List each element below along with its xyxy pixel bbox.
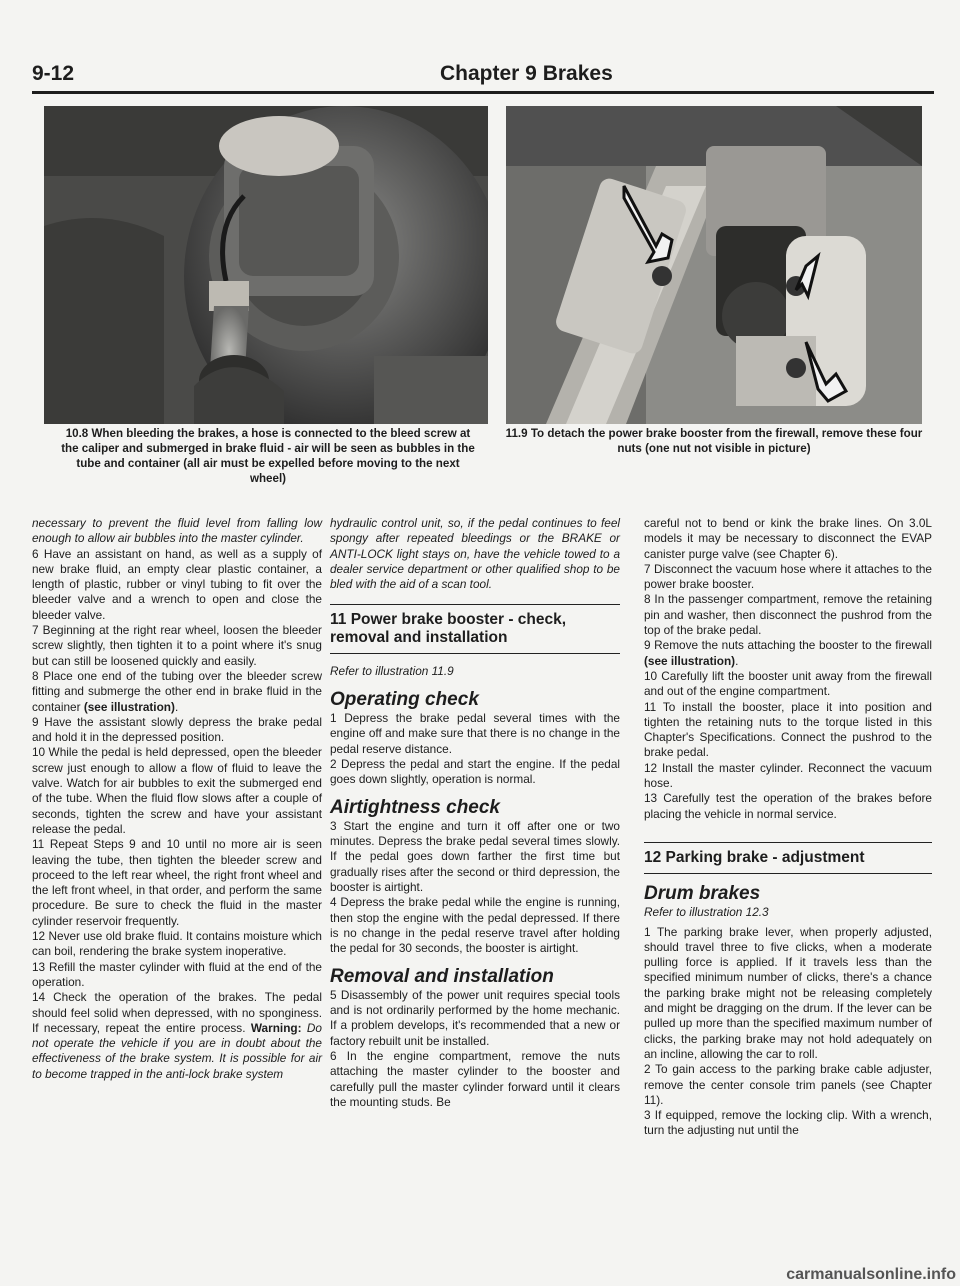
header-rule (32, 91, 934, 94)
paragraph: 13 Refill the master cylinder with fluid at the end of the operation. (32, 959, 322, 989)
figure-caption-10-8: 10.8 When bleeding the brakes, a hose is connected to the bleed screw at the caliper and submerged in brake fluid - air will be seen as bubbles in the tube and container (all air must be expelled before moving to the next wheel) (61, 427, 475, 485)
paragraph-text: 8 Place one end of the tubing over the bleeder screw fitting and submerge the other end in brake fluid in the container (32, 668, 322, 714)
paragraph-text: . (174, 699, 179, 714)
paragraph: 7 Beginning at the right rear wheel, loosen the bleeder screw slightly, then tighten it to a point where it's snug but can still be loosened quickly and easily. (32, 623, 322, 668)
subheading-airtightness-check: Airtightness check (330, 796, 500, 818)
warning-text: Do not operate the vehicle if you are in doubt about the effectiveness of the brake system. It is possible for air to become trapped in the anti-lock brake system (32, 1020, 322, 1081)
paragraph: 12 Install the master cylinder. Reconnect the vacuum hose. (644, 760, 932, 791)
paragraph (32, 990, 322, 1082)
paragraph (644, 638, 932, 669)
paragraph-text: 14 Check the operation of the brakes. The pedal should feel solid when depressed, with no sponginess. If necessary, repeat the entire process. (32, 990, 322, 1035)
paragraph: 10 Carefully lift the booster unit away from the firewall and out of the engine compartment. (644, 668, 932, 699)
paragraph: 2 Depress the pedal and start the engine. If the pedal goes down slightly, operation is normal. (330, 756, 620, 787)
paragraph: 6 Have an assistant on hand, as well as a supply of new brake fluid, an empty clear plastic container, a length of plastic, rubber or vinyl tubing to fit over the bleeder valve and a wrench to open and close the bleeder valve. (32, 546, 322, 622)
paragraph: 10 While the pedal is held depressed, open the bleeder screw just enough to allow a flow of fluid to leave the valve. Watch for air bubbles to exit the submerged end of the tube. When the fluid flow slows after a couple of seconds, tighten the screw and have your assistant release the pedal. (32, 745, 322, 836)
illustration-reference: Refer to illustration 12.3 (644, 905, 769, 920)
paragraph: 3 Start the engine and turn it off after one or two minutes. Depress the brake pedal several times slowly. If the pedal goes down farther the first time but gradually rises after the second or third depression, the booster is airtight. (330, 818, 620, 895)
text-column-3 (644, 516, 932, 1139)
illustration-ref: (see illustration) (83, 699, 175, 714)
subheading-drum-brakes: Drum brakes (644, 882, 761, 904)
photo-brake-bleeding (44, 106, 488, 424)
warning-label: Warning: (250, 1020, 302, 1035)
page-number: 9-12 (32, 62, 75, 85)
figure-caption-11-9: 11.9 To detach the power brake booster from the firewall, remove these four nuts (one nut not visible in picture) (505, 427, 923, 455)
subheading-operating-check: Operating check (330, 688, 479, 710)
photo-booster-nuts (506, 106, 922, 424)
paragraph: 11 To install the booster, place it into position and tighten the retaining nuts to the torque listed in this Chapter's Specifications. Connect the pushrod to the brake pedal. (644, 699, 932, 760)
paragraph: 1 Depress the brake pedal several times with the engine off and make sure that there is no change in the pedal reserve distance. (330, 711, 620, 756)
watermark-text: carmanualsonline.info (786, 1266, 956, 1283)
paragraph: careful not to bend or kink the brake lines. On 3.0L models it may be necessary to disconnect the EVAP canister purge valve (see Chapter 6). (644, 516, 932, 561)
page-header (32, 62, 932, 88)
paragraph: 12 Never use old brake fluid. It contains moisture which can boil, rendering the brake system inoperative. (32, 929, 322, 959)
text-column-1 (32, 516, 322, 1082)
paragraph: 7 Disconnect the vacuum hose where it attaches to the power brake booster. (644, 561, 932, 592)
paragraph: 2 To gain access to the parking brake cable adjuster, remove the center console trim panels (see Chapter 11). (644, 1062, 932, 1107)
paragraph: hydraulic control unit, so, if the pedal continues to feel spongy after repeated bleedings or the BRAKE or ANTI-LOCK light stays on, have the vehicle towed to a dealer service department or other qualified shop to be bled with the aid of a scan tool. (330, 516, 620, 592)
paragraph-text: 9 Remove the nuts attaching the booster to the firewall (644, 638, 932, 653)
section-heading-11: 11 Power brake booster - check, removal and installation (330, 604, 620, 654)
paragraph: 9 Have the assistant slowly depress the brake pedal and hold it in the depressed position. (32, 714, 322, 745)
paragraph: necessary to prevent the fluid level from falling low enough to allow air bubbles into the master cylinder. (32, 516, 322, 546)
subheading-removal-installation: Removal and installation (330, 965, 554, 987)
paragraph: 4 Depress the brake pedal while the engine is running, then stop the engine with the pedal depressed. If there is no change in the pedal reserve travel after holding the pedal for 30 seconds, the booster is airtight. (330, 895, 620, 956)
paragraph: 11 Repeat Steps 9 and 10 until no more air is seen leaving the tube, then tighten the bleeder screw and proceed to the left rear wheel, the right front wheel and the left front wheel, in that order, and perform the same procedure. Be sure to check the fluid in the master cylinder reservoir frequently. (32, 837, 322, 928)
text-column-2 (330, 516, 620, 1110)
illustration-ref: (see illustration) (644, 653, 736, 668)
paragraph: 13 Carefully test the operation of the brakes before placing the vehicle in normal service. (644, 791, 932, 821)
paragraph: 5 Disassembly of the power unit requires special tools and is not ordinarily performed by the home mechanic. If a problem develops, it's recommended that a new or factory rebuilt unit be installed. (330, 987, 620, 1048)
illustration-reference: Refer to illustration 11.9 (330, 664, 454, 679)
paragraph (32, 669, 322, 715)
paragraph-text: . (735, 653, 739, 668)
paragraph: 3 If equipped, remove the locking clip. With a wrench, turn the adjusting nut until the (644, 1108, 932, 1138)
paragraph: 8 In the passenger compartment, remove the retaining pin and washer, then disconnect the pushrod from the top of the brake pedal. (644, 592, 932, 638)
chapter-title: Chapter 9 Brakes (440, 62, 613, 85)
paragraph: 6 In the engine compartment, remove the nuts attaching the master cylinder to the booster and carefully pull the master cylinder forward until it clears the mounting studs. Be (330, 1049, 620, 1109)
section-heading-12: 12 Parking brake - adjustment (644, 842, 932, 874)
paragraph: 1 The parking brake lever, when properly adjusted, should travel three to five clicks, when a moderate pulling force is applied. If it travels less than the specified minimum number of clicks, there's a chance the parking brake might not be releasing completely and might be dragging on the drum. If the lever can be pulled up more than the specified maximum number of clicks, the parking brake may not hold adequately on an incline, allowing the car to roll. (644, 924, 932, 1061)
